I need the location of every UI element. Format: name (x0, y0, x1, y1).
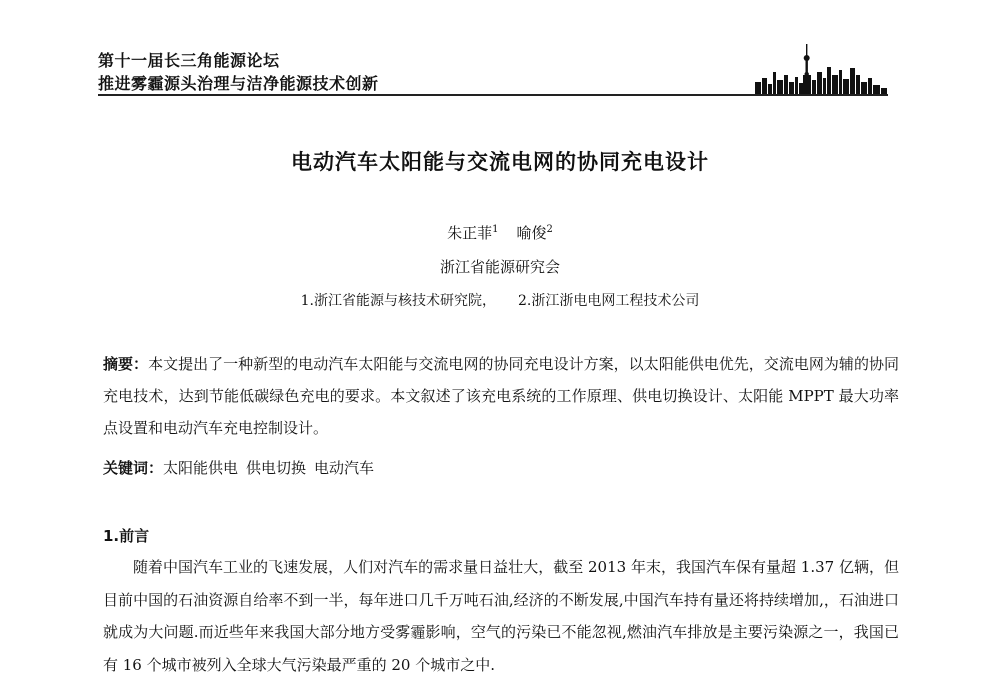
body-paragraph: 随着中国汽车工业的飞速发展，人们对汽车的需求量日益壮大，截至 2013 年末，我国汽车保有量超 1.37 亿辆，但目前中国的石油资源自给率不到一半，每年进口几千万吨石油,经济的不断发展,中国汽车持有量还将持续增加,，石油进口就成为大问题.而近些年来我国大部分地方受雾霾影响，空气的污染已不能忽视,燃油汽车排放是主要污染源之一，我国已有 16 个城市被列入全球大气污染最严重的 20 个城市之中. (103, 558, 899, 674)
author-name: 喻俊 (516, 224, 547, 242)
abstract-text: 本文提出了一种新型的电动汽车太阳能与交流电网的协同充电设计方案，以太阳能供电优先，交流电网为辅的协同充电技术，达到节能低碳绿色充电的要求。本文叙述了该充电系统的工作原理、供电切换设计、太阳能 MPPT 最大功率点设置和电动汽车充电控制设计。 (103, 355, 899, 437)
keyword: 电动汽车 (314, 459, 375, 477)
organization: 浙江省能源研究会 (439, 258, 560, 276)
keywords (103, 457, 899, 478)
author-affiliation-mark: 2 (546, 224, 553, 235)
keyword: 供电切换 (246, 459, 307, 477)
abstract-label: 摘要： (103, 355, 149, 373)
conference-name: 第十一届长三角能源论坛 (98, 51, 280, 70)
section-heading: 1.前言 (103, 527, 150, 545)
paper-title: 电动汽车太阳能与交流电网的协同充电设计 (291, 150, 709, 174)
author-name: 朱正菲 (447, 224, 493, 242)
author-line (0, 222, 1000, 243)
affiliation: 1.浙江省能源与核技术研究院， (300, 293, 496, 309)
city-skyline-icon (753, 42, 888, 94)
keywords-label: 关键词： (103, 459, 164, 477)
conference-theme: 推进雾霾源头治理与洁净能源技术创新 (98, 74, 379, 93)
affiliation: 2.浙江浙电电网工程技术公司 (518, 293, 700, 309)
author-affiliation-mark: 1 (492, 224, 499, 235)
header-rule (98, 94, 888, 96)
conference-header (98, 42, 888, 97)
affiliation-line (0, 290, 1000, 310)
keyword: 太阳能供电 (163, 459, 239, 477)
abstract (103, 348, 899, 444)
